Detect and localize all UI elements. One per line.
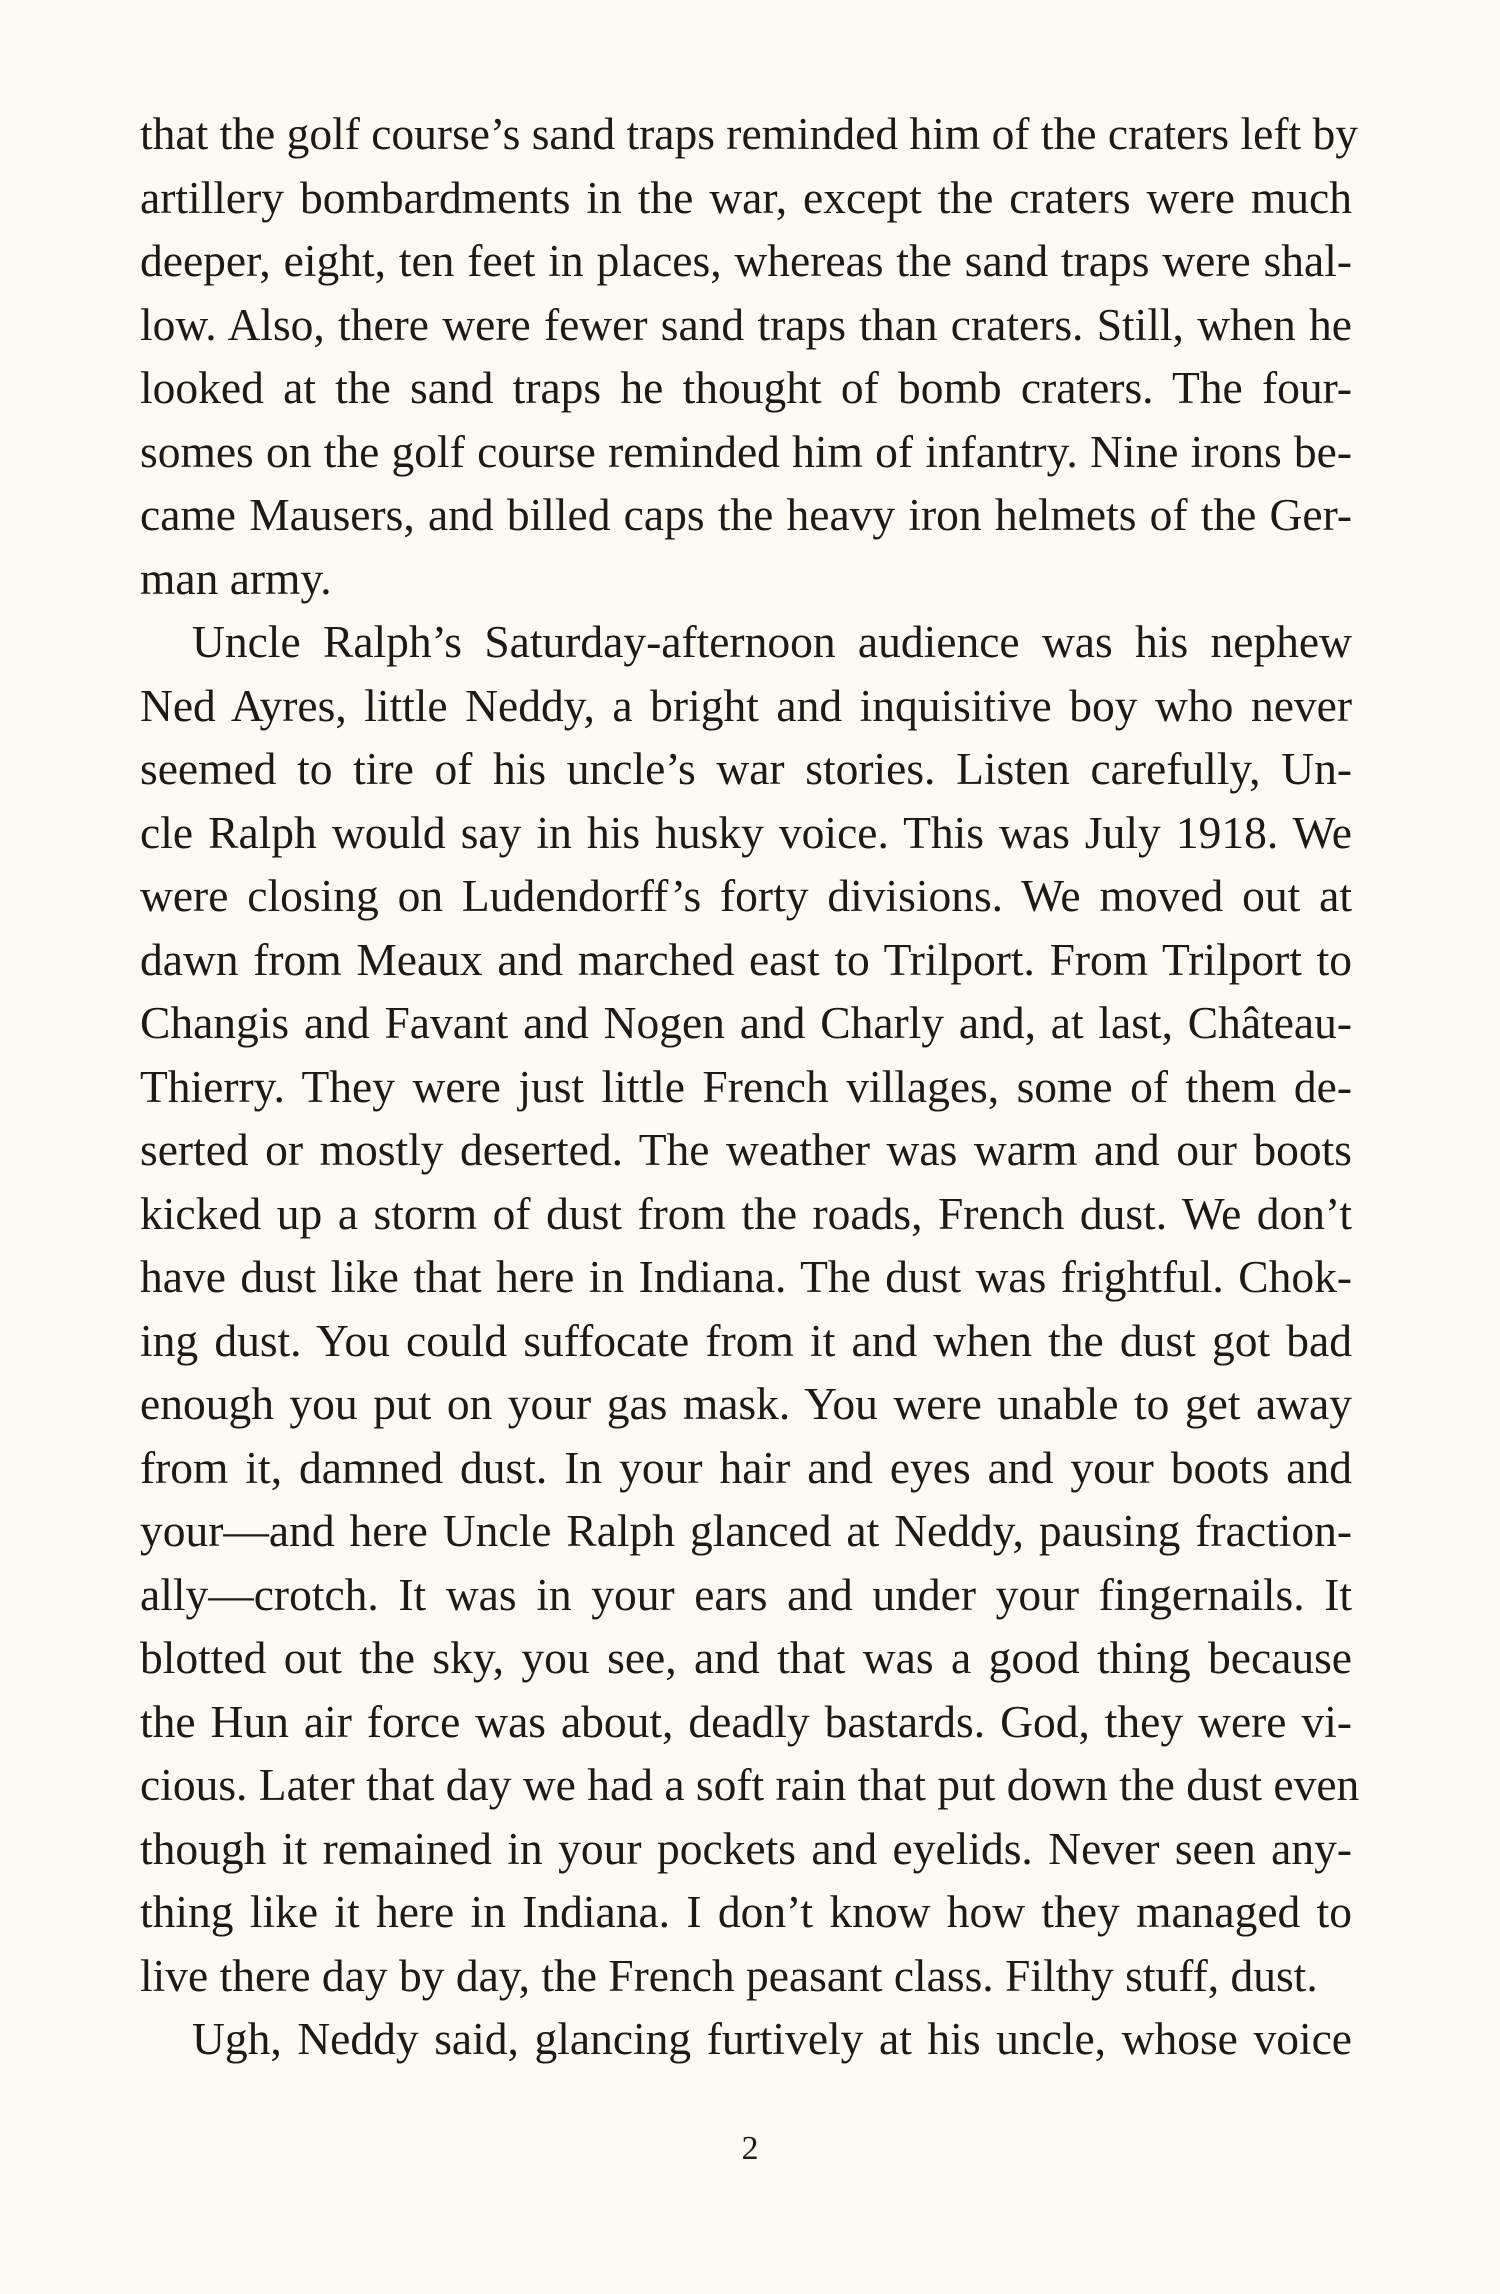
text-line: your—and here Uncle Ralph glanced at Neddy, pausing fraction- — [140, 1505, 1352, 1556]
text-line: kicked up a storm of dust from the roads, French dust. We don’t — [140, 1187, 1352, 1239]
page-number: 2 — [741, 2130, 759, 2167]
text-line: live there day by day, the French peasant class. Filthy stuff, dust. — [140, 1949, 1318, 2001]
text-line: from it, damned dust. In your hair and eyes and your boots and — [140, 1441, 1352, 1493]
text-line: Thierry. They were just little French villages, some of them de- — [140, 1060, 1352, 1112]
text-line: Ned Ayres, little Neddy, a bright and inquisitive boy who never — [140, 679, 1352, 731]
text-line: cious. Later that day we had a soft rain that put down the dust even — [140, 1759, 1360, 1810]
text-line: man army. — [140, 552, 332, 604]
text-line: blotted out the sky, you see, and that was a good thing because — [140, 1632, 1352, 1683]
text-line: thing like it here in Indiana. I don’t know how they managed to — [140, 1886, 1352, 1937]
body-text — [140, 102, 1360, 2071]
text-line: enough you put on your gas mask. You were unable to get away — [140, 1378, 1352, 1429]
text-line: Uncle Ralph’s Saturday-afternoon audience was his nephew — [192, 616, 1352, 667]
text-line: serted or mostly deserted. The weather was warm and our boots — [140, 1124, 1352, 1175]
text-line: deeper, eight, ten feet in places, whereas the sand traps were shal- — [140, 235, 1352, 286]
text-line: have dust like that here in Indiana. The dust was frightful. Chok- — [140, 1251, 1352, 1302]
text-line: ing dust. You could suffocate from it and when the dust got bad — [140, 1314, 1352, 1366]
text-line: ally—crotch. It was in your ears and under your fingernails. It — [140, 1568, 1352, 1620]
text-line: artillery bombardments in the war, except the craters were much — [140, 171, 1352, 223]
text-line: somes on the golf course reminded him of infantry. Nine irons be- — [140, 425, 1352, 477]
text-line: that the golf course’s sand traps reminded him of the craters left by — [140, 108, 1359, 159]
text-line: looked at the sand traps he thought of bomb craters. The four- — [140, 362, 1352, 413]
text-line: seemed to tire of his uncle’s war stories. Listen carefully, Un- — [140, 743, 1352, 794]
text-line: dawn from Meaux and marched east to Trilport. From Trilport to — [140, 933, 1352, 985]
text-line: low. Also, there were fewer sand traps than craters. Still, when he — [140, 298, 1352, 350]
text-line: the Hun air force was about, deadly bastards. God, they were vi- — [140, 1695, 1352, 1747]
text-line: came Mausers, and billed caps the heavy iron helmets of the Ger- — [140, 489, 1352, 540]
text-line: Ugh, Neddy said, glancing furtively at his uncle, whose voice — [192, 2013, 1352, 2064]
text-line: were closing on Ludendorff’s forty divisions. We moved out at — [140, 870, 1352, 921]
text-line: cle Ralph would say in his husky voice. This was July 1918. We — [140, 806, 1352, 858]
text-line: Changis and Favant and Nogen and Charly and, at last, Château- — [140, 997, 1352, 1048]
text-line: though it remained in your pockets and eyelids. Never seen any- — [140, 1822, 1352, 1874]
